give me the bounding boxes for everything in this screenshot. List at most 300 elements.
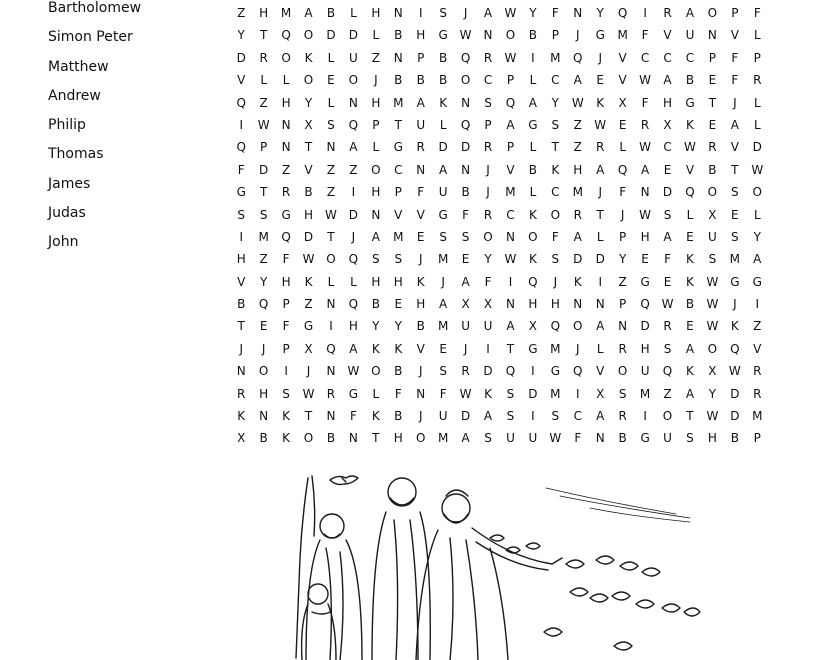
grid-letter: C (663, 140, 672, 155)
grid-letter: A (506, 319, 515, 334)
grid-letter: J (239, 341, 243, 356)
grid-row (230, 360, 770, 382)
grid-letter: S (551, 409, 560, 424)
grid-letter: R (640, 117, 650, 132)
grid-letter: A (528, 95, 538, 110)
grid-letter: B (528, 162, 538, 177)
grid-letter: J (463, 341, 468, 356)
grid-letter: V (730, 28, 739, 43)
grid-letter: X (596, 386, 605, 401)
grid-letter: N (326, 297, 336, 312)
grid-letter: F (551, 6, 559, 20)
grid-letter: K (304, 274, 313, 289)
grid-letter: J (620, 207, 625, 222)
word-list-item: James (48, 175, 91, 192)
grid-letter: E (439, 341, 447, 356)
grid-letter: L (596, 229, 604, 244)
grid-letter: K (686, 252, 694, 267)
grid-letter: A (573, 73, 582, 88)
grid-letter: V (416, 207, 425, 222)
grid-letter: M (280, 6, 292, 20)
grid-row (230, 47, 770, 69)
word-list-item: Andrew (48, 87, 101, 104)
grid-letter: A (663, 229, 672, 244)
grid-letter: D (528, 386, 538, 401)
grid-letter: A (439, 297, 448, 312)
grid-letter: O (550, 207, 561, 222)
fish-scatter-sketch (490, 535, 700, 650)
grid-letter: A (349, 140, 358, 155)
jesus-figure-sketch (416, 490, 562, 660)
grid-letter: Q (348, 117, 359, 132)
grid-letter: N (595, 297, 605, 312)
grid-letter: U (528, 431, 538, 446)
grid-letter: G (236, 185, 246, 200)
grid-letter: Z (237, 6, 246, 20)
grid-letter: F (731, 73, 739, 88)
grid-letter: N (461, 95, 471, 110)
grid-letter: E (327, 73, 335, 88)
grid-letter: Y (551, 95, 560, 110)
grid-letter: Z (326, 162, 336, 177)
grid-letter: M (393, 95, 404, 110)
grid-letter: Y (708, 386, 717, 401)
grid-letter: S (259, 207, 268, 222)
grid-letter: X (528, 319, 538, 334)
grid-letter: F (641, 95, 649, 110)
grid-letter: T (237, 319, 245, 334)
grid-letter: O (707, 185, 718, 200)
grid-letter: S (663, 207, 672, 222)
grid-letter: D (460, 140, 471, 155)
grid-letter: N (281, 140, 291, 155)
grid-letter: M (550, 50, 561, 65)
grid-letter: I (531, 50, 535, 65)
grid-letter: O (326, 252, 336, 267)
grid-letter: F (753, 6, 761, 20)
grid-letter: M (639, 386, 651, 401)
grid-letter: G (281, 207, 291, 222)
grid-letter: S (439, 229, 447, 244)
grid-letter: X (461, 297, 470, 312)
grid-letter: K (686, 117, 694, 132)
grid-letter: L (327, 50, 335, 65)
grid-letter: J (733, 95, 737, 110)
grid-letter: F (282, 319, 290, 334)
grid-letter: Y (304, 95, 313, 110)
grid-letter: B (528, 28, 538, 43)
grid-letter: Q (505, 364, 516, 379)
grid-letter: O (528, 229, 538, 244)
grid-letter: U (685, 28, 695, 43)
grid-letter: S (484, 431, 492, 446)
word-list-item: Bartholomew (48, 0, 142, 16)
grid-letter: A (596, 319, 605, 334)
grid-letter: A (416, 95, 425, 110)
grid-letter: R (573, 207, 582, 222)
grid-letter: M (437, 252, 449, 267)
grid-letter: S (506, 386, 515, 401)
grid-letter: W (661, 297, 674, 312)
grid-letter: M (437, 431, 449, 446)
grid-letter: V (685, 162, 695, 177)
grid-letter: I (643, 409, 647, 424)
grid-letter: S (327, 117, 335, 132)
grid-letter: W (459, 386, 472, 401)
grid-letter: R (753, 73, 762, 88)
grid-letter: C (394, 162, 403, 177)
grid-letter: L (529, 185, 537, 200)
grid-letter: I (531, 409, 535, 424)
grid-letter: H (348, 319, 358, 334)
grid-letter: I (329, 319, 333, 334)
grid-letter: P (753, 50, 761, 65)
grid-letter: J (486, 162, 490, 177)
grid-letter: L (372, 28, 380, 43)
grid-letter: D (236, 50, 246, 65)
grid-letter: U (640, 364, 650, 379)
grid-letter: M (258, 229, 269, 244)
grid-letter: U (663, 431, 672, 446)
grid-letter: B (708, 162, 717, 177)
grid-letter: I (284, 364, 288, 379)
grid-letter: V (730, 140, 739, 155)
grid-letter: O (415, 431, 426, 446)
grid-letter: G (640, 274, 650, 289)
grid-letter: V (618, 50, 627, 65)
grid-letter: W (504, 50, 517, 65)
grid-letter: N (707, 28, 717, 43)
grid-row (230, 248, 770, 270)
grid-letter: M (505, 185, 516, 200)
grid-letter: R (596, 140, 605, 155)
grid-letter: D (348, 28, 359, 43)
grid-letter: L (529, 140, 537, 155)
grid-letter: M (437, 319, 449, 334)
grid-letter: A (685, 6, 695, 20)
grid-row (230, 427, 770, 449)
grid-letter: P (506, 73, 515, 88)
grid-letter: B (439, 50, 448, 65)
grid-letter: C (551, 185, 560, 200)
grid-letter: E (663, 274, 672, 289)
grid-letter: J (418, 409, 423, 424)
grid-letter: R (483, 140, 493, 155)
grid-row (230, 69, 770, 91)
grid-letter: D (460, 409, 471, 424)
grid-letter: G (528, 341, 538, 356)
grid-letter: W (571, 95, 584, 110)
grid-letter: D (259, 162, 269, 177)
grid-letter: Q (505, 95, 516, 110)
grid-letter: A (461, 431, 470, 446)
grid-letter: A (304, 6, 313, 20)
grid-letter: N (461, 162, 471, 177)
grid-letter: G (550, 364, 560, 379)
grid-letter: J (576, 341, 580, 356)
grid-letter: L (753, 117, 761, 132)
grid-letter: H (371, 6, 381, 20)
grid-letter: G (303, 319, 314, 334)
grid-letter: L (327, 274, 335, 289)
grid-letter: N (326, 140, 336, 155)
grid-letter: G (752, 274, 762, 289)
grid-letter: B (326, 6, 336, 20)
grid-letter: D (483, 364, 493, 379)
grid-letter: I (508, 274, 513, 289)
grid-letter: W (459, 28, 472, 43)
grid-letter: W (751, 162, 764, 177)
grid-letter: F (282, 252, 290, 267)
grid-letter: C (685, 50, 695, 65)
grid-letter: W (302, 386, 315, 401)
grid-letter: R (618, 409, 627, 424)
grid-letter: Z (281, 162, 291, 177)
grid-letter: L (753, 95, 761, 110)
grid-letter: D (326, 28, 336, 43)
disciple-middle-sketch (372, 478, 430, 660)
grid-letter: B (259, 431, 268, 446)
grid-letter: L (327, 95, 335, 110)
grid-letter: P (753, 431, 761, 446)
grid-letter: M (572, 185, 583, 200)
grid-letter: V (663, 28, 672, 43)
grid-letter: O (258, 364, 269, 379)
grid-letter: A (439, 162, 448, 177)
grid-letter: H (259, 386, 269, 401)
grid-letter: B (394, 28, 403, 43)
grid-letter: K (686, 364, 694, 379)
grid-letter: N (483, 28, 493, 43)
grid-letter: U (438, 409, 448, 424)
grid-letter: K (439, 95, 448, 110)
grid-letter: V (618, 73, 627, 88)
jesus-and-disciples-illustration (290, 468, 710, 660)
grid-letter: N (236, 364, 246, 379)
grid-letter: A (596, 409, 605, 424)
grid-letter: W (347, 364, 360, 379)
grid-letter: W (639, 73, 652, 88)
grid-letter: P (619, 297, 627, 312)
grid-letter: F (574, 431, 582, 446)
grid-letter: F (394, 386, 402, 401)
grid-letter: R (281, 185, 291, 200)
grid-letter: N (640, 185, 650, 200)
grid-letter: R (483, 50, 493, 65)
grid-letter: I (755, 297, 760, 312)
grid-letter: L (753, 28, 761, 43)
grid-letter: O (460, 73, 471, 88)
grid-letter: W (706, 319, 719, 334)
grid-letter: Q (640, 297, 650, 312)
grid-letter: A (371, 229, 380, 244)
grid-letter: N (348, 95, 358, 110)
grid-letter: E (663, 162, 672, 177)
grid-row (230, 383, 770, 405)
grid-letter: Y (394, 319, 402, 334)
grid-row (230, 405, 770, 427)
water-lines-sketch (546, 488, 690, 522)
grid-letter: Z (349, 162, 358, 177)
grid-letter: V (596, 364, 605, 379)
grid-letter: H (528, 297, 538, 312)
grid-letter: F (619, 185, 627, 200)
grid-letter: U (461, 319, 470, 334)
grid-letter: R (663, 319, 672, 334)
grid-letter: K (371, 409, 380, 424)
grid-letter: Q (730, 341, 740, 356)
grid-letter: O (303, 431, 314, 446)
grid-letter: E (394, 297, 403, 312)
grid-letter: X (237, 431, 246, 446)
grid-letter: A (573, 229, 582, 244)
grid-letter: O (752, 185, 762, 200)
grid-letter: I (351, 185, 356, 200)
grid-letter: W (706, 274, 719, 289)
grid-letter: J (576, 28, 580, 43)
grid-letter: G (730, 274, 740, 289)
grid-letter: K (394, 341, 403, 356)
grid-letter: O (303, 73, 314, 88)
grid-letter: S (551, 252, 560, 267)
grid-letter: I (239, 229, 243, 244)
grid-letter: J (486, 185, 490, 200)
grid-letter: V (753, 341, 762, 356)
grid-letter: S (618, 386, 627, 401)
grid-letter: F (484, 274, 492, 289)
grid-row (230, 159, 770, 181)
grid-letter: F (641, 28, 649, 43)
grid-letter: L (372, 386, 380, 401)
grid-letter: V (237, 274, 246, 289)
grid-letter: D (438, 140, 448, 155)
grid-letter: Q (550, 319, 561, 334)
word-list-item: Simon Peter (48, 29, 133, 46)
grid-letter: C (573, 409, 582, 424)
grid-letter: L (350, 6, 357, 20)
grid-letter: J (261, 341, 266, 356)
grid-letter: N (393, 50, 403, 65)
grid-letter: K (282, 431, 291, 446)
grid-letter: C (551, 73, 560, 88)
grid-letter: T (506, 341, 515, 356)
grid-letter: Z (573, 140, 582, 155)
grid-letter: T (731, 162, 739, 177)
grid-letter: D (730, 386, 740, 401)
grid-letter: K (484, 386, 492, 401)
grid-row (230, 114, 770, 136)
grid-letter: F (664, 252, 671, 267)
grid-letter: Z (663, 386, 672, 401)
grid-letter: Q (281, 229, 291, 244)
bird-sketch (330, 476, 358, 485)
grid-letter: D (348, 207, 359, 222)
grid-row (230, 315, 770, 337)
grid-letter: P (282, 341, 290, 356)
grid-letter: O (371, 364, 381, 379)
grid-letter: P (708, 50, 717, 65)
grid-letter: Q (685, 185, 695, 200)
grid-letter: T (304, 409, 313, 424)
grid-letter: S (708, 252, 717, 267)
grid-letter: W (325, 207, 337, 222)
grid-letter: Y (529, 6, 537, 20)
grid-letter: P (731, 6, 739, 20)
grid-letter: B (439, 73, 448, 88)
grid-letter: N (573, 6, 583, 20)
grid-letter: N (416, 162, 426, 177)
grid-letter: O (707, 341, 718, 356)
grid-letter: K (237, 409, 246, 424)
grid-letter: A (730, 117, 739, 132)
grid-letter: H (640, 341, 650, 356)
grid-letter: W (504, 6, 517, 20)
grid-letter: S (439, 6, 447, 20)
grid-letter: F (439, 386, 447, 401)
grid-letter: L (439, 117, 447, 132)
grid-letter: H (393, 274, 403, 289)
grid-letter: E (618, 117, 627, 132)
grid-letter: S (282, 386, 290, 401)
grid-letter: N (326, 409, 336, 424)
grid-letter: N (416, 386, 426, 401)
grid-letter: V (416, 341, 425, 356)
grid-row (230, 271, 770, 293)
grid-letter: M (617, 28, 628, 43)
grid-letter: H (281, 95, 291, 110)
grid-letter: L (282, 73, 290, 88)
grid-letter: B (304, 185, 313, 200)
grid-letter: M (729, 252, 741, 267)
grid-letter: O (483, 229, 493, 244)
grid-letter: R (259, 50, 268, 65)
grid-letter: T (686, 409, 694, 424)
grid-letter: H (550, 297, 560, 312)
grid-letter: T (304, 140, 313, 155)
grid-letter: E (259, 319, 268, 334)
grid-letter: W (684, 140, 696, 155)
grid-letter: H (573, 162, 583, 177)
grid-letter: D (752, 140, 762, 155)
grid-letter: Q (617, 6, 628, 20)
grid-letter: Z (371, 50, 380, 65)
grid-letter: K (304, 50, 313, 65)
grid-letter: W (706, 409, 719, 424)
grid-letter: W (728, 364, 741, 379)
grid-letter: W (257, 117, 270, 132)
grid-letter: M (393, 229, 404, 244)
grid-letter: R (461, 364, 470, 379)
grid-row (230, 338, 770, 360)
grid-letter: X (483, 297, 493, 312)
grid-letter: X (708, 207, 717, 222)
grid-letter: O (505, 28, 516, 43)
grid-letter: H (281, 274, 291, 289)
grid-letter: B (416, 73, 425, 88)
grid-letter: L (753, 207, 761, 222)
grid-letter: N (573, 297, 583, 312)
grid-letter: X (304, 341, 313, 356)
grid-letter: A (506, 117, 515, 132)
grid-letter: D (303, 229, 314, 244)
grid-letter: K (528, 252, 537, 267)
grid-letter: X (618, 95, 627, 110)
grid-letter: A (663, 73, 672, 88)
grid-letter: P (506, 140, 515, 155)
grid-letter: O (348, 73, 359, 88)
grid-letter: B (237, 297, 246, 312)
grid-letter: U (349, 50, 358, 65)
